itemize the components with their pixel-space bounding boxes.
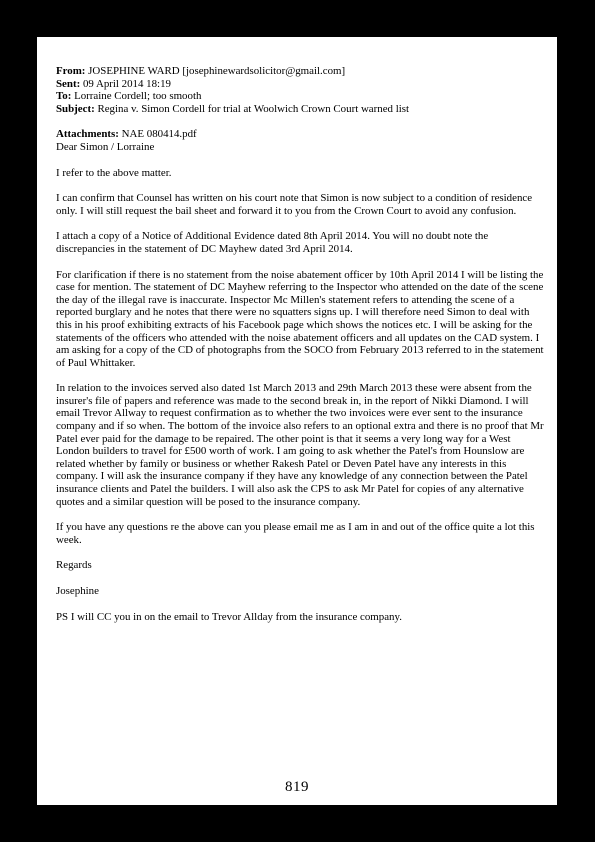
paragraph-invoices: In relation to the invoices served also dated 1st March 2013 and 29th March 2013 these were absent from the insurer's file of papers and reference was made to the second break in, in the report of Nikki Diamond. I will email Trevor Allway to request confirmation as to whether the two invoices were ever sent to the insurance company and if so when. The bottom of the invoice also refers to an optional extra and there is no proof that Mr Patel ever paid for the damage to be repaired. The other point is that it seems a very long way for a West London builders to travel for £500 worth of work. I am going to ask whether the Patel's from Hounslow are related whether by family or business or whether Rakesh Patel or Deven Patel have any interests in this company. I will ask the insurance company if they have any knowledge of any connection between the Patel insurance clients and Patel the builders. I will also ask the CPS to ask Mr Patel for copies of any alternative quotes and a similar question will be posed to the insurance company. — [56, 382, 544, 508]
email-header — [56, 65, 546, 115]
greeting: Dear Simon / Lorraine — [56, 140, 155, 153]
page-number: 819 — [285, 779, 309, 795]
paragraph-clarification: For clarification if there is no statement from the noise abatement officer by 10th April 2014 I will be listing the case for mention. The statement of DC Mayhew referring to the Inspector who attended on the date of the scene the day of the illegal rave is inaccurate. Inspector Mc Millen's statement refers to attending the scene of a reported burglary and he notes that there were no squatters signs up. I will therefore need Simon to deal with this in his proof exhibiting extracts of his Facebook page which shows the notices etc. I will be asking for the statements of the officers who attended with the noise abatement officers and all updates on the CAD system. I am asking for a copy of the CD of photographs from the SOCO from February 2013 referred to in the statement of Paul Whittaker. — [56, 268, 544, 369]
to-line — [56, 90, 546, 103]
sent-line — [56, 78, 546, 91]
to-label: To: — [56, 90, 72, 103]
to-value: Lorraine Cordell; too smooth — [74, 90, 202, 103]
attachments-block — [56, 128, 546, 153]
sent-label: Sent: — [56, 77, 81, 90]
sent-value: 09 April 2014 18:19 — [82, 77, 171, 90]
email-content — [56, 65, 546, 636]
subject-label: Subject: — [56, 102, 95, 115]
attachments-value: NAE 080414.pdf — [121, 128, 197, 141]
signature-name: Josephine — [56, 585, 99, 597]
paragraph-intro: I refer to the above matter. — [56, 166, 172, 179]
paragraph-notice: I attach a copy of a Notice of Additional Evidence dated 8th April 2014. You will no doubt note the discrepancies in the statement of DC Mayhew dated 3rd April 2014. — [56, 230, 489, 255]
attachments-line — [56, 128, 546, 141]
subject-value: Regina v. Simon Cordell for trial at Woolwich Crown Court warned list — [97, 102, 410, 115]
from-value: JOSEPHINE WARD [josephinewardsolicitor@gmail.com] — [88, 65, 346, 77]
attachments-label: Attachments: — [56, 128, 119, 141]
sign-off: Regards — [56, 559, 92, 572]
from-line — [56, 65, 546, 78]
document-page — [37, 37, 557, 805]
postscript: PS I will CC you in on the email to Trevor Allday from the insurance company. — [56, 610, 402, 623]
from-label: From: — [56, 65, 86, 77]
paragraph-questions: If you have any questions re the above can you please email me as I am in and out of the office quite a lot this week. — [56, 521, 535, 546]
subject-line — [56, 103, 546, 116]
paragraph-bail: I can confirm that Counsel has written on his court note that Simon is now subject to a condition of residence only. I will still request the bail sheet and forward it to you from the Crown Court to avoid any confusion. — [56, 192, 533, 217]
